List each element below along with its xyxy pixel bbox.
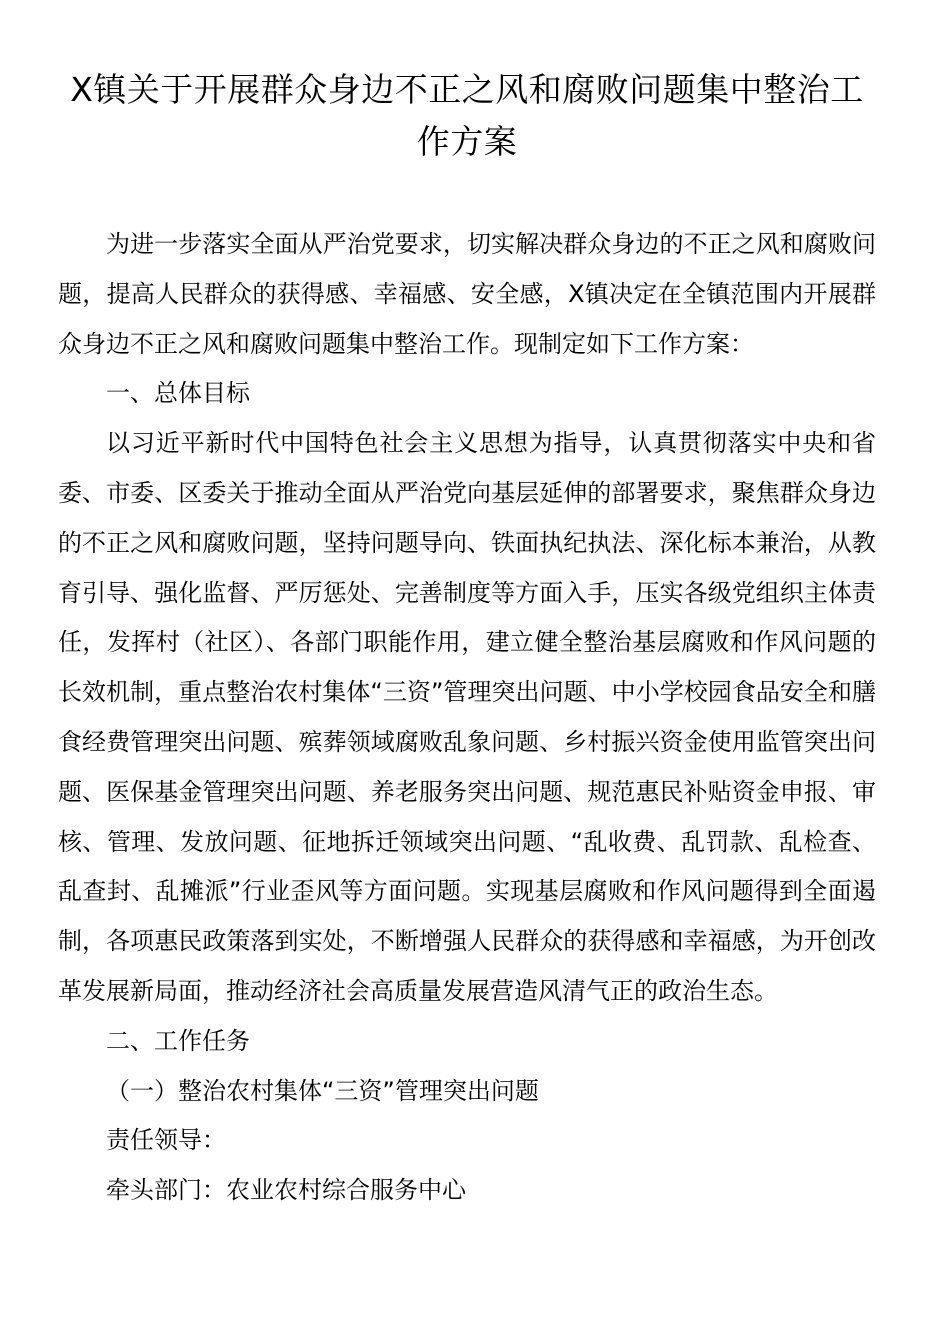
document-title: X镇关于开展群众身边不正之风和腐败问题集中整治工作方案 [70,70,864,161]
overall-goal-paragraph: 以习近平新时代中国特色社会主义思想为指导，认真贯彻落实中央和省委、市委、区委关于推动全面从严治党向基层延伸的部署要求，聚焦群众身边的不正之风和腐败问题，坚持问题导向、铁面执纪执法、深化标本兼治，从教育引导、强化监督、严厉惩处、完善制度等方面入手，压实各级党组织主体责任，发挥村（社区）、各部门职能作用，建立健全整治基层腐败和作风问题的长效机制，重点整治农村集体“三资”管理突出问题、中小学校园食品安全和膳食经费管理突出问题、殡葬领域腐败乱象问题、乡村振兴资金使用监管突出问题、医保基金管理突出问题、养老服务突出问题、规范惠民补贴资金申报、审核、管理、发放问题、征地拆迁领域突出问题、“乱收费、乱罚款、乱检查、乱查封、乱摊派”行业歪风等方面问题。实现基层腐败和作风问题得到全面遏制，各项惠民政策落到实处，不断增强人民群众的获得感和幸福感，为开创改革发展新局面，推动经济社会高质量发展营造风清气正的政治生态。 [58,429,876,1005]
subsection-heading-three-assets: （一）整治农村集体“三资”管理突出问题 [106,1076,539,1105]
document-page [58,64,876,1216]
document-body [58,220,876,1216]
intro-paragraph: 为进一步落实全面从严治党要求，切实解决群众身边的不正之风和腐败问题，提高人民群众的获得感、幸福感、安全感，X镇决定在全镇范围内开展群众身边不正之风和腐败问题集中整治工作。现制定如下工作方案： [58,230,876,358]
section-heading-overall-goal: 一、总体目标 [106,379,250,408]
responsible-leader-line: 责任领导： [106,1126,226,1155]
lead-department-line: 牵头部门：农业农村综合服务中心 [106,1176,466,1205]
section-heading-work-tasks: 二、工作任务 [106,1026,250,1055]
